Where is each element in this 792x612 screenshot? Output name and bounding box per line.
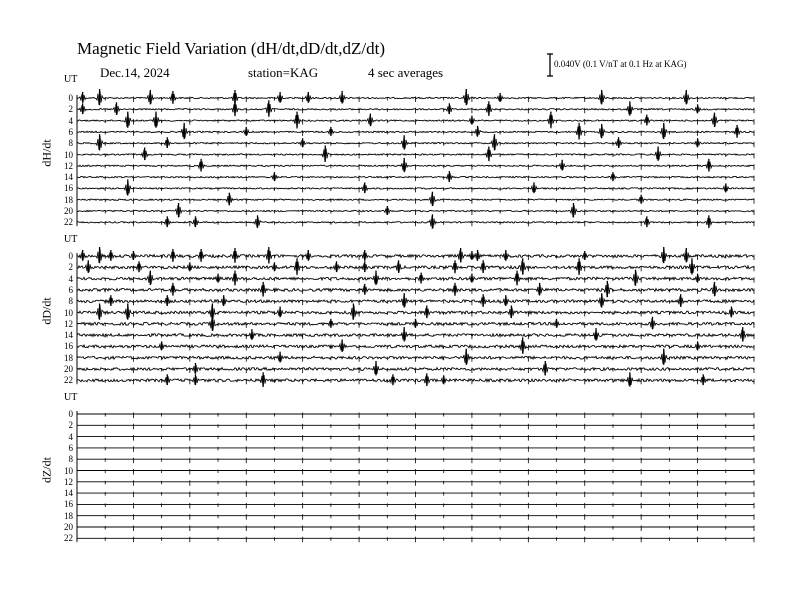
hour-label: 0 xyxy=(68,251,73,261)
panel-dH-dt xyxy=(77,89,754,229)
hour-label: 14 xyxy=(64,330,73,341)
hour-label: 4 xyxy=(68,273,73,284)
hour-label: 8 xyxy=(68,454,73,465)
scale-bar-label: 0.040V (0.1 V/nT at 0.1 Hz at KAG) xyxy=(554,59,687,69)
hour-label: 20 xyxy=(64,206,73,216)
hour-label: 20 xyxy=(64,364,73,374)
hour-label: 4 xyxy=(68,115,73,126)
hour-label: 0 xyxy=(68,93,73,103)
hour-label: 22 xyxy=(64,533,73,544)
panel-dD-dt xyxy=(77,247,754,387)
chart-title: Magnetic Field Variation (dH/dt,dD/dt,dZ/dt) xyxy=(77,39,386,58)
hour-label: 6 xyxy=(68,442,73,453)
ut-axis-title: UT xyxy=(64,234,78,245)
hour-label: 8 xyxy=(68,138,73,149)
hour-label: 6 xyxy=(68,284,73,295)
hour-label: 6 xyxy=(68,126,73,137)
hour-label: 14 xyxy=(64,488,73,499)
averaging-label: 4 sec averages xyxy=(368,65,444,80)
hour-label: 14 xyxy=(64,172,73,183)
hour-label: 2 xyxy=(68,420,73,431)
hour-label: 18 xyxy=(64,352,73,363)
hour-label: 2 xyxy=(68,262,73,273)
hour-label: 20 xyxy=(64,522,73,532)
hour-label: 2 xyxy=(68,104,73,115)
hour-label: 18 xyxy=(64,510,73,521)
panel-dZ-dt xyxy=(77,411,754,542)
hour-label: 18 xyxy=(64,194,73,205)
hour-label: 10 xyxy=(64,149,73,160)
hour-label: 16 xyxy=(64,341,73,352)
ut-axis-title: UT xyxy=(64,392,78,403)
station-label: station=KAG xyxy=(248,65,319,80)
hour-label: 12 xyxy=(64,160,73,171)
scale-bar xyxy=(547,54,553,76)
hour-label: 16 xyxy=(64,183,73,194)
ut-axis-title: UT xyxy=(64,74,78,85)
hour-label: 8 xyxy=(68,296,73,307)
hour-label: 10 xyxy=(64,307,73,318)
hour-label: 0 xyxy=(68,409,73,419)
hour-label: 16 xyxy=(64,499,73,510)
hour-label: 10 xyxy=(64,465,73,476)
hour-label: 22 xyxy=(64,217,73,228)
hour-label: 12 xyxy=(64,318,73,329)
hour-label: 22 xyxy=(64,375,73,386)
hour-label: 4 xyxy=(68,431,73,442)
hour-label: 12 xyxy=(64,476,73,487)
date-label: Dec.14, 2024 xyxy=(100,65,170,80)
panels xyxy=(77,89,754,542)
